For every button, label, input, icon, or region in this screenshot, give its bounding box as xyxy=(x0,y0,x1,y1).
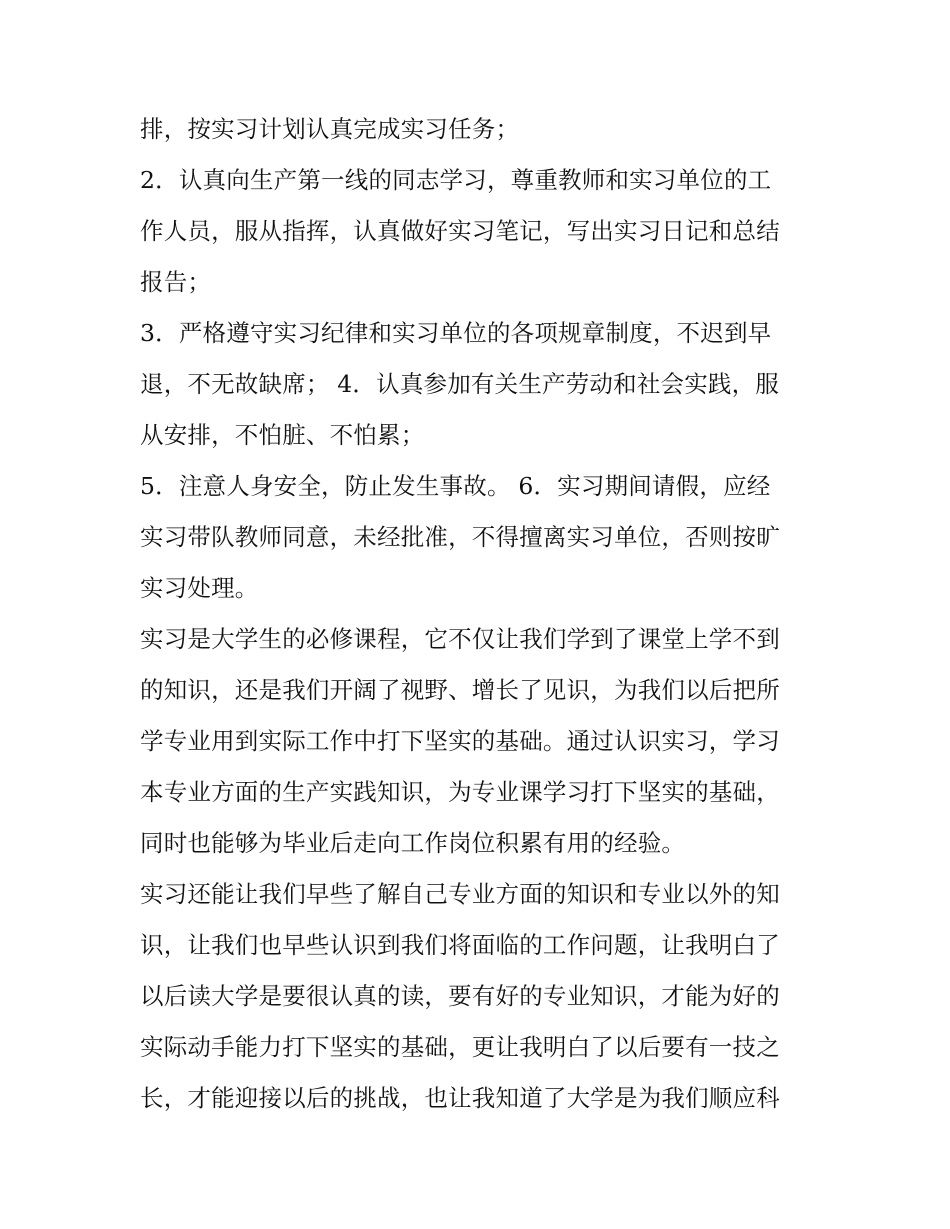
text-line: 同时也能够为毕业后走向工作岗位积累有用的经验。 xyxy=(140,829,686,857)
text-line: 的知识，还是我们开阔了视野、增长了见识，为我们以后把所 xyxy=(140,676,780,704)
text-line: 以后读大学是要很认真的读，要有好的专业知识，才能为好的 xyxy=(140,982,780,1010)
text-line: 作人员，服从指挥，认真做好实习笔记，写出实习日记和总结 xyxy=(140,217,780,245)
text-line: 实习是大学生的必修课程，它不仅让我们学到了课堂上学不到 xyxy=(140,625,780,653)
text-line: 实际动手能力打下坚实的基础，更让我明白了以后要有一技之 xyxy=(140,1033,780,1061)
text-line: 实习带队教师同意，未经批准，不得擅离实习单位，否则按旷 xyxy=(140,523,780,551)
text-line: 识，让我们也早些认识到我们将面临的工作问题，让我明白了 xyxy=(140,931,780,959)
text-line: 2．认真向生产第一线的同志学习，尊重教师和实习单位的工 xyxy=(140,166,772,194)
text-line: 长，才能迎接以后的挑战，也让我知道了大学是为我们顺应科 xyxy=(140,1084,780,1112)
text-line: 从安排，不怕脏、不怕累； xyxy=(140,421,425,449)
text-line: 本专业方面的生产实践知识，为专业课学习打下坚实的基础， xyxy=(140,778,780,806)
text-line: 报告； xyxy=(140,268,212,296)
text-line: 实习处理。 xyxy=(140,574,259,602)
text-line: 退，不无故缺席； 4．认真参加有关生产劳动和社会实践，服 xyxy=(140,370,780,398)
text-line: 3．严格遵守实习纪律和实习单位的各项规章制度，不迟到早 xyxy=(140,319,772,347)
text-line: 排，按实习计划认真完成实习任务； xyxy=(140,115,520,143)
document-body xyxy=(140,104,820,1124)
text-line: 实习还能让我们早些了解自己专业方面的知识和专业以外的知 xyxy=(140,880,780,908)
text-line: 5．注意人身安全，防止发生事故。 6．实习期间请假，应经 xyxy=(140,472,771,500)
text-line: 学专业用到实际工作中打下坚实的基础。通过认识实习，学习 xyxy=(140,727,780,755)
